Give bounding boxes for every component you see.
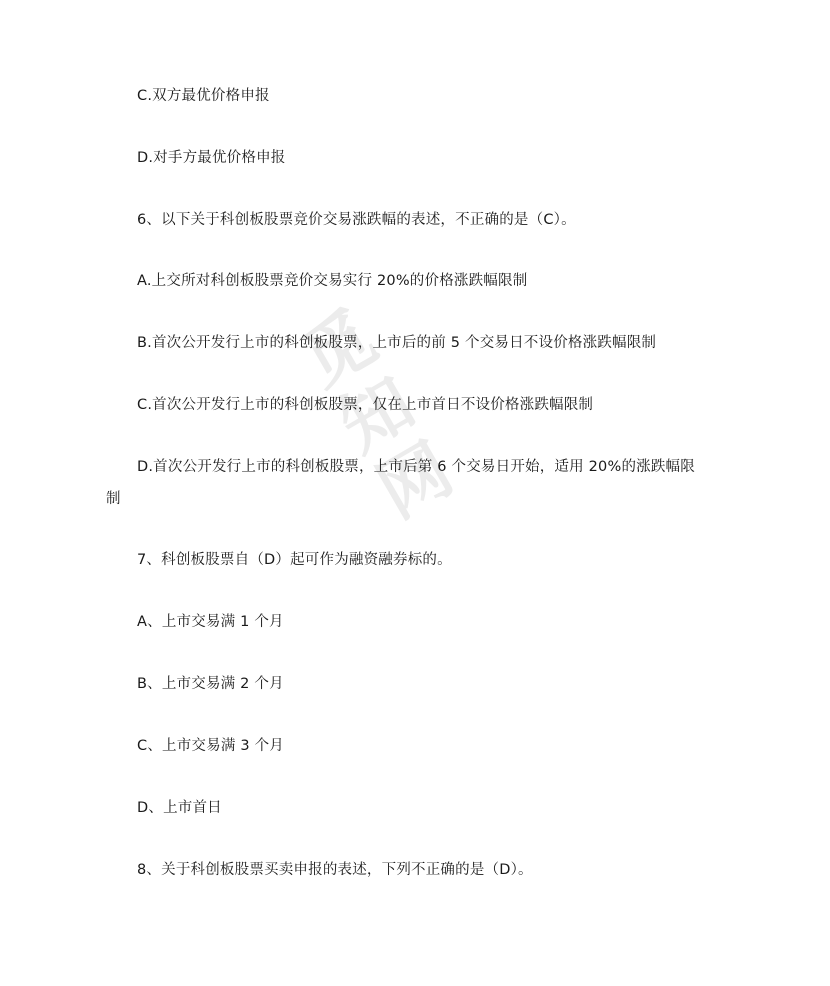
question-8: 8、关于科创板股票买卖申报的表述，下列不正确的是（D）。 xyxy=(137,862,533,878)
option-a-q7: A、上市交易满 1 个月 xyxy=(137,614,284,630)
option-c-q5: C.双方最优价格申报 xyxy=(137,88,270,104)
option-c-q6: C.首次公开发行上市的科创板股票，仅在上市首日不设价格涨跌幅限制 xyxy=(137,397,594,413)
watermark-char: 知 xyxy=(326,361,428,468)
question-7: 7、科创板股票自（D）起可作为融资融券标的。 xyxy=(137,552,452,568)
option-d-q6-continuation: 制 xyxy=(106,491,121,507)
option-d-q7: D、上市首日 xyxy=(137,800,222,816)
question-6: 6、以下关于科创板股票竞价交易涨跌幅的表述，不正确的是（C）。 xyxy=(137,212,576,228)
option-d-q6: D.首次公开发行上市的科创板股票，上市后第 6 个交易日开始，适用 20%的涨跌幅限 xyxy=(137,459,695,475)
option-c-q7: C、上市交易满 3 个月 xyxy=(137,738,284,754)
option-a-q6: A.上交所对科创板股票竞价交易实行 20%的价格涨跌幅限制 xyxy=(137,273,528,289)
option-b-q7: B、上市交易满 2 个月 xyxy=(137,676,284,692)
option-d-q5: D.对手方最优价格申报 xyxy=(137,150,286,166)
watermark-char: 觅 xyxy=(288,295,390,402)
watermark-char: 网 xyxy=(364,427,466,534)
watermark xyxy=(251,276,510,564)
option-b-q6: B.首次公开发行上市的科创板股票，上市后的前 5 个交易日不设价格涨跌幅限制 xyxy=(137,335,657,351)
